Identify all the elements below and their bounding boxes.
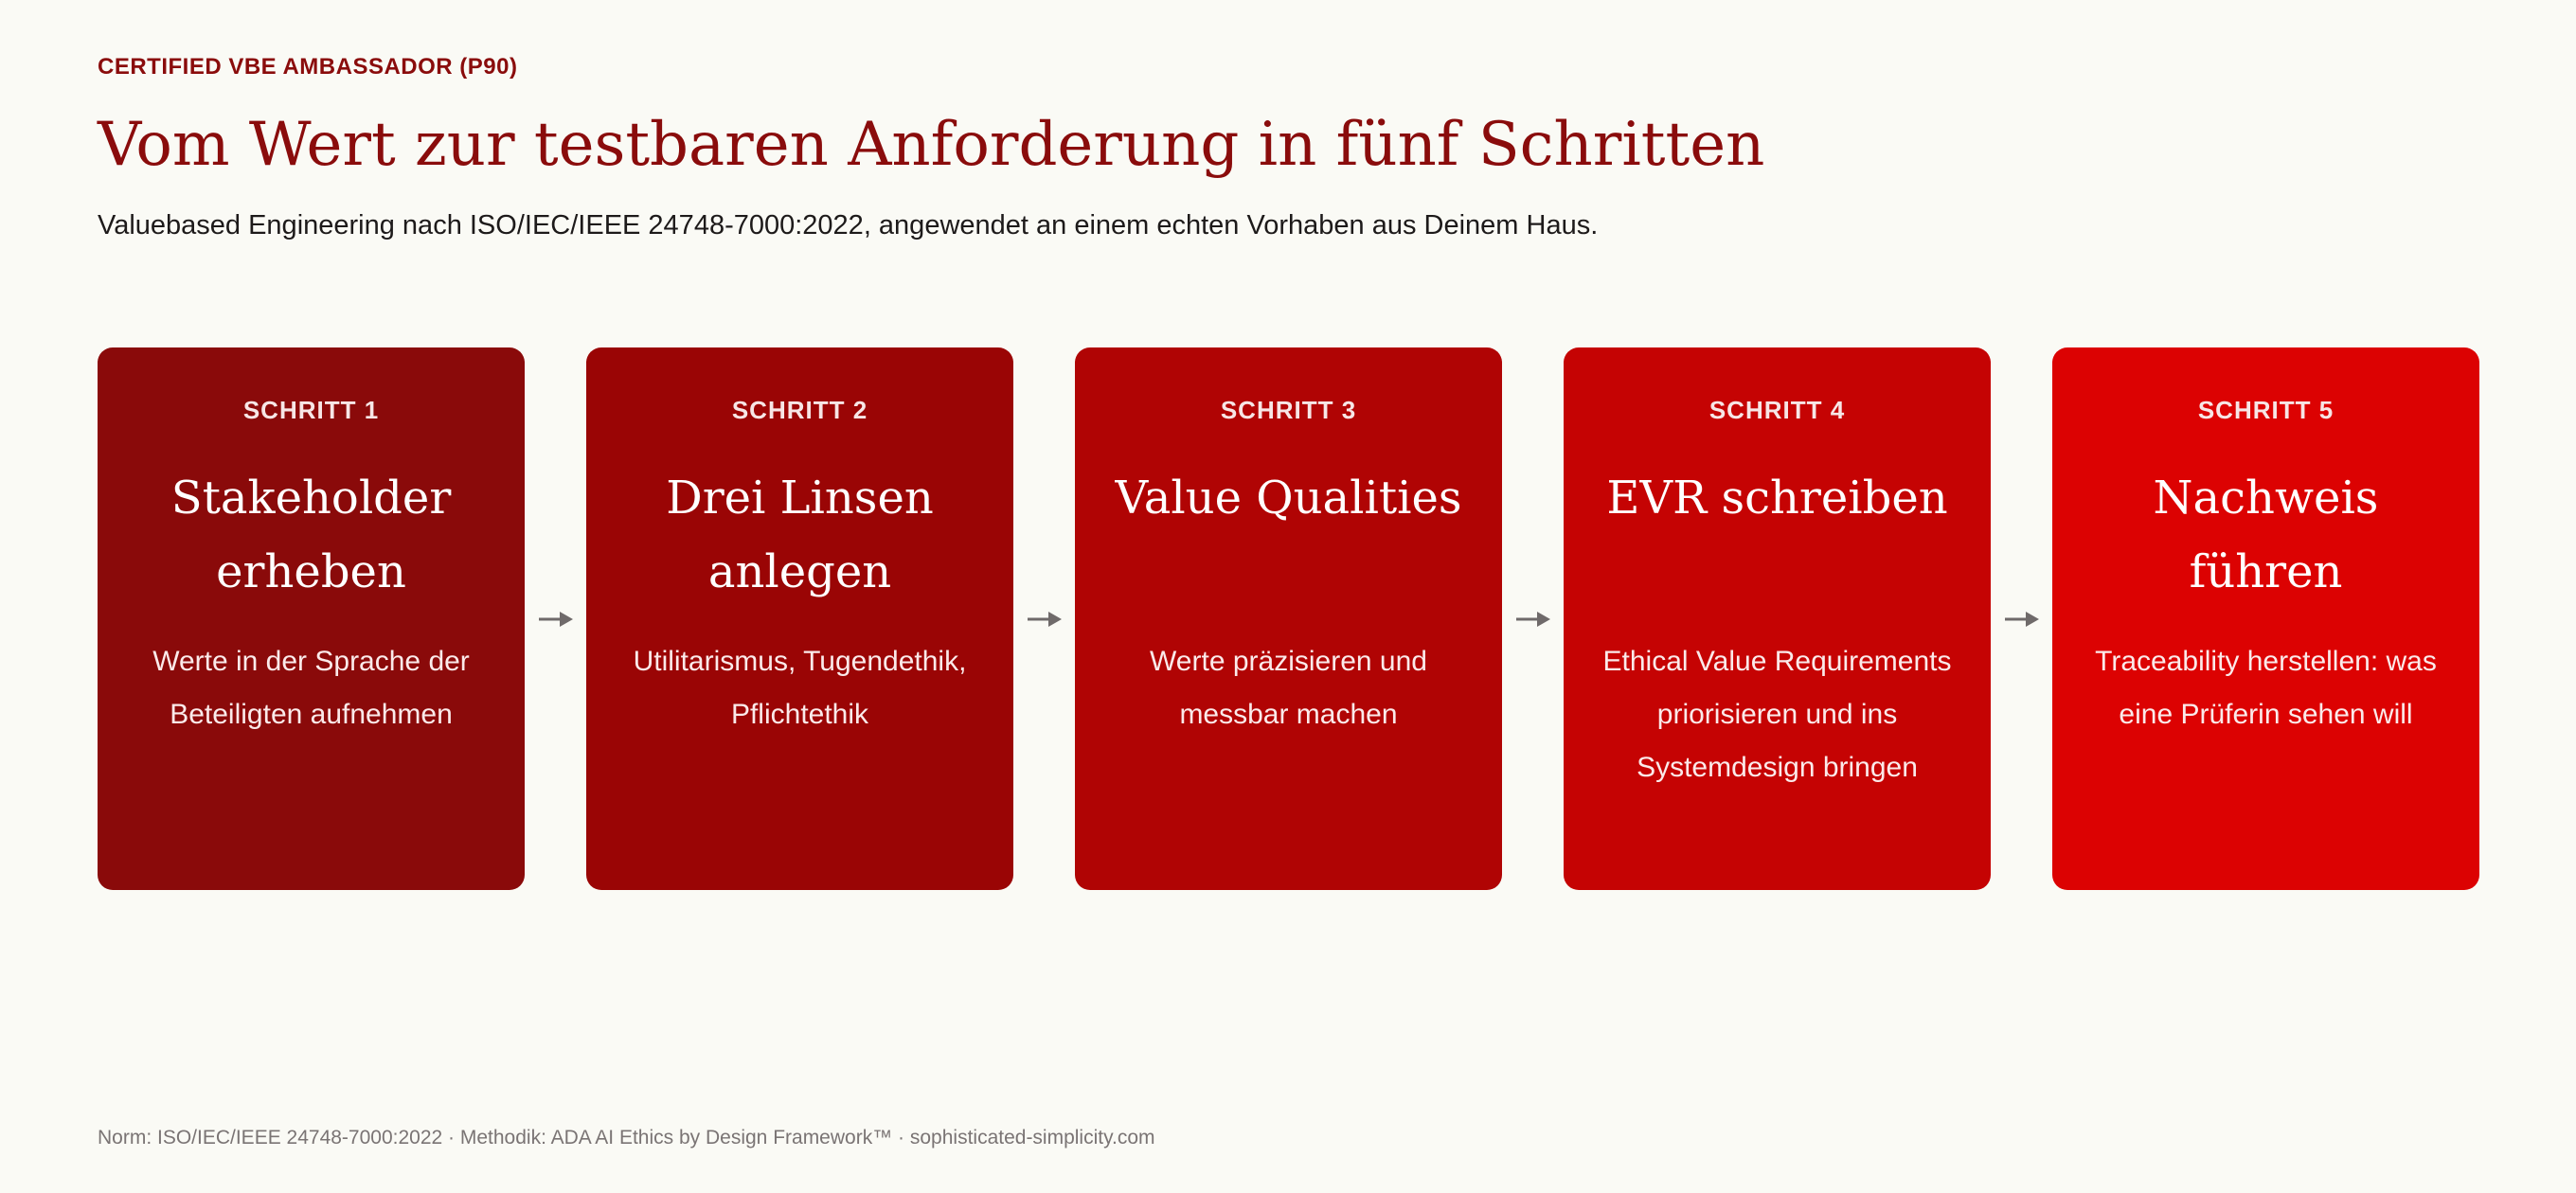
page-subtitle: Valuebased Engineering nach ISO/IEC/IEEE 24748-7000:2022, angewendet an einem echten Vorhaben aus Deinem Haus. [98, 210, 1599, 240]
step-card-4 [1564, 347, 1991, 890]
step-card-2 [586, 347, 1013, 890]
page-title: Vom Wert zur testbaren Anforderung in fünf Schritten [98, 110, 1765, 180]
step-description: Ethical Value Requirements priorisieren und ins Systemdesign bringen [1602, 646, 1952, 783]
step-label: SCHRITT 1 [242, 396, 380, 424]
step-label: SCHRITT 3 [1220, 396, 1357, 424]
step-description: Traceability herstellen: was eine Prüferin sehen will [2095, 646, 2437, 730]
step-description: Werte präzisieren und messbar machen [1150, 646, 1427, 730]
eyebrow-label: CERTIFIED VBE AMBASSADOR (P90) [98, 54, 518, 80]
step-description: Werte in der Sprache der Beteiligten aufnehmen [152, 646, 470, 730]
process-steps [98, 347, 2478, 890]
arrow-right-icon [1013, 347, 1075, 890]
arrow-right-icon [1502, 347, 1564, 890]
step-title: EVR schreiben [1606, 472, 1948, 525]
step-card-5 [2052, 347, 2479, 890]
arrow-right-icon [525, 347, 586, 890]
step-title: Value Qualities [1115, 472, 1462, 525]
step-card-3 [1075, 347, 1502, 890]
arrow-right-icon [1991, 347, 2052, 890]
step-title: Stakeholder erheben [170, 472, 452, 598]
step-label: SCHRITT 2 [731, 396, 868, 424]
step-title: Drei Linsen anlegen [666, 472, 934, 598]
footer-note: Norm: ISO/IEC/IEEE 24748-7000:2022 · Methodik: ADA AI Ethics by Design Framework™ · sophisticated-simplicity.com [98, 1127, 1155, 1148]
step-description: Utilitarismus, Tugendethik, Pflichtethik [633, 646, 967, 730]
step-label: SCHRITT 5 [2197, 396, 2334, 424]
step-card-1 [98, 347, 525, 890]
step-title: Nachweis führen [2153, 472, 2379, 598]
step-label: SCHRITT 4 [1708, 396, 1846, 424]
